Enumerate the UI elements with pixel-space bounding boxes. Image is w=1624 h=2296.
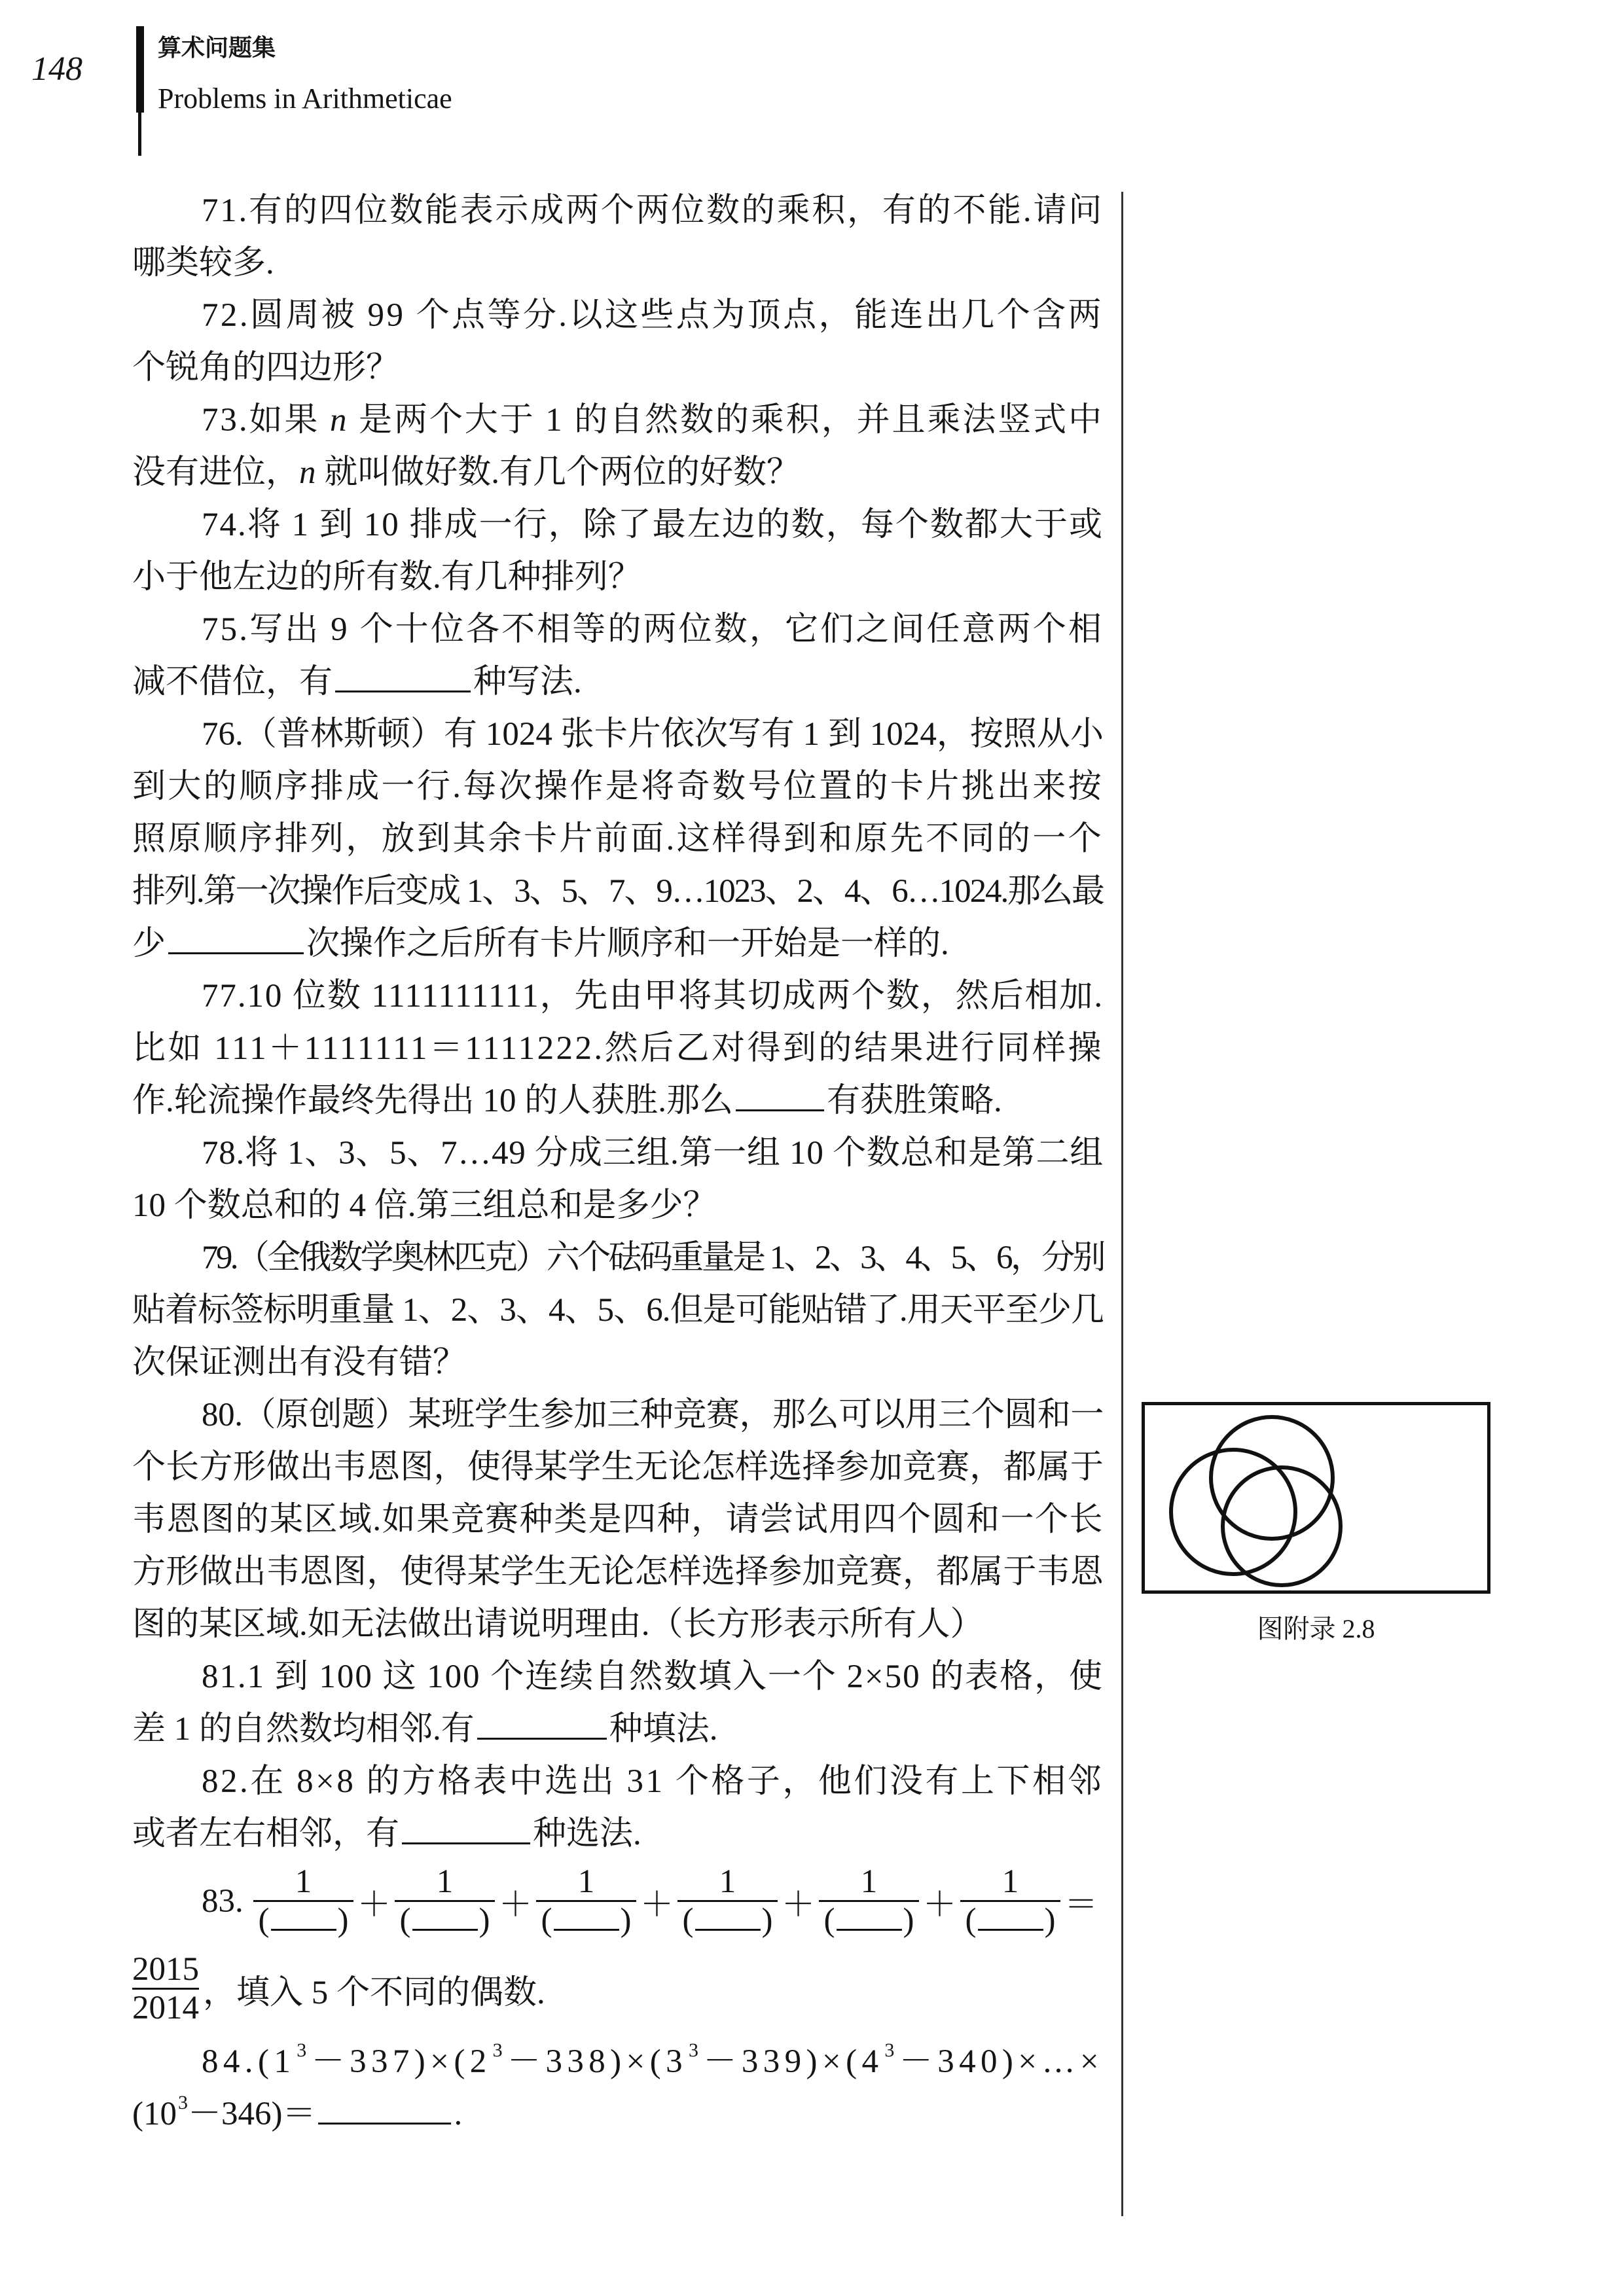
- problem-76-line-3: 照原顺序排列，放到其余卡片前面.这样得到和原先不同的一个: [132, 821, 1104, 857]
- problem-78-line-2: 10 个数总和的 4 倍.第三组总和是多少？: [132, 1187, 717, 1224]
- problem-74-line-1: 74.将 1 到 10 排成一行，除了最左边的数，每个数都大于或: [202, 507, 1104, 543]
- problem-75-line-1: 75.写出 9 个十位各不相等的两位数，它们之间任意两个相: [202, 611, 1104, 648]
- plus-sign: ＋: [640, 1886, 674, 1924]
- fraction-denominator: [965, 1902, 1056, 1939]
- paren-open: (: [399, 1902, 411, 1939]
- problem-75-line-2: [132, 656, 1105, 708]
- answer-blank: [318, 2123, 451, 2125]
- problem-77-line-2: 比如 111＋1111111＝1111222.然后乙对得到的结果进行同样操: [132, 1030, 1104, 1067]
- answer-blank: [837, 1929, 902, 1931]
- paren-close: ): [761, 1902, 773, 1939]
- problem-79: [132, 1232, 1105, 1389]
- exponent: 3: [884, 2039, 899, 2061]
- problem-76-line-2: 到大的顺序排成一行.每次操作是将奇数号位置的卡片挑出来按: [132, 768, 1104, 805]
- problem-80-line-4: 方形做出韦恩图，使得某学生无论怎样选择参加竞赛，都属于韦恩: [132, 1554, 1104, 1590]
- exponent: 3: [297, 2039, 312, 2061]
- text: 就叫做好数.有几个两位的好数？: [316, 454, 801, 491]
- problem-76-line-4: 排列.第一次操作后变成 1、3、5、7、9…1023、2、4、6…1024.那么最: [132, 873, 1104, 910]
- result-fraction: [132, 1951, 199, 2026]
- problem-83-line-2: [132, 1942, 1105, 2036]
- venn-diagram: [1142, 1402, 1490, 1594]
- problem-71-line-2: 哪类较多.: [132, 245, 274, 281]
- problem-76: [132, 708, 1105, 970]
- universe-rectangle: [1144, 1404, 1489, 1592]
- text: －339)×(4: [703, 2043, 884, 2080]
- equals-sign: ＝: [1064, 1886, 1098, 1924]
- problem-73-line-1: [132, 394, 1105, 446]
- problem-76-line-1: 76.（普林斯顿）有 1024 张卡片依次写有 1 到 1024，按照从小: [202, 716, 1104, 753]
- plus-sign: ＋: [922, 1886, 956, 1924]
- problem-72-line-2: 个锐角的四边形？: [132, 350, 400, 386]
- plus-sign: ＋: [357, 1886, 391, 1924]
- problem-80: [132, 1389, 1105, 1651]
- paren-close: ): [903, 1902, 914, 1939]
- figure-caption: 图附录 2.8: [1257, 1614, 1375, 1643]
- text: .: [454, 2096, 463, 2132]
- problem-72: [132, 289, 1105, 394]
- answer-blank: [402, 1842, 530, 1844]
- problem-71-line-1: 71.有的四位数能表示成两个两位数的乘积，有的不能.请问: [202, 192, 1104, 229]
- problem-84: [132, 2036, 1105, 2140]
- text: －346)＝: [187, 2096, 316, 2132]
- problem-78: [132, 1127, 1105, 1232]
- text: 是两个大于 1 的自然数的乘积，并且乘法竖式中: [348, 402, 1104, 439]
- variable-n: n: [299, 454, 316, 491]
- problem-82-line-1: 82.在 8×8 的方格表中选出 31 个格子，他们没有上下相邻: [202, 1763, 1104, 1800]
- book-title-chinese: 算术问题集: [158, 35, 276, 62]
- header-bar: [136, 26, 144, 113]
- fraction-2: [395, 1863, 495, 1939]
- paren-open: (: [258, 1902, 270, 1939]
- exponent: 3: [492, 2039, 508, 2061]
- exponent: 3: [177, 2092, 188, 2113]
- problem-78-line-1: 78.将 1、3、5、7…49 分成三组.第一组 10 个数总和是第二组: [202, 1135, 1104, 1172]
- problem-80-line-5: 图的某区域.如无法做出请说明理由.（长方形表示所有人）: [132, 1606, 984, 1643]
- problem-80-line-1: 80.（原创题）某班学生参加三种竞赛，那么可以用三个圆和一: [202, 1397, 1104, 1433]
- problem-list: [132, 185, 1105, 2140]
- text: －340)×…×: [899, 2043, 1104, 2080]
- text: 减不借位，有: [132, 664, 333, 700]
- fraction-denominator: [824, 1902, 914, 1939]
- problem-77: [132, 970, 1105, 1127]
- answer-blank: [271, 1929, 336, 1931]
- problem-77-line-3: [132, 1075, 1105, 1127]
- plus-sign: ＋: [781, 1886, 815, 1924]
- answer-blank: [695, 1929, 761, 1931]
- text: 84.(1: [202, 2043, 296, 2080]
- problem-81-line-2: [132, 1703, 1105, 1755]
- answer-blank: [477, 1738, 607, 1740]
- text: 有获胜策略.: [827, 1083, 1002, 1119]
- problem-84-line-2: [132, 2088, 1105, 2140]
- answer-blank: [978, 1929, 1043, 1931]
- fraction-numerator: 1: [819, 1863, 919, 1902]
- problem-80-line-3: 韦恩图的某区域.如果竞赛种类是四种，请尝试用四个圆和一个长: [132, 1501, 1104, 1538]
- answer-blank: [554, 1929, 619, 1931]
- problem-80-line-2: 个长方形做出韦恩图，使得某学生无论怎样选择参加竞赛，都属于: [132, 1449, 1104, 1486]
- fraction-numerator: 2015: [132, 1951, 199, 1990]
- fraction-denominator: [400, 1902, 490, 1939]
- text: 73.如果: [202, 402, 330, 439]
- fraction-5: [819, 1863, 919, 1939]
- exponent: 3: [689, 2039, 704, 2061]
- paren-open: (: [682, 1902, 694, 1939]
- text: 种选法.: [533, 1816, 641, 1852]
- problem-83-line-1: [132, 1860, 1105, 1942]
- answer-blank: [736, 1109, 824, 1111]
- problem-81: [132, 1651, 1105, 1755]
- problem-74-line-2: 小于他左边的所有数.有几种排列？: [132, 559, 641, 596]
- fraction-4: [677, 1863, 778, 1939]
- paren-close: ): [620, 1902, 632, 1939]
- problem-82-line-2: [132, 1808, 1105, 1860]
- problem-74: [132, 499, 1105, 603]
- text: 少: [132, 925, 166, 962]
- fraction-3: [536, 1863, 636, 1939]
- fraction-numerator: 1: [677, 1863, 778, 1902]
- fraction-denominator: [683, 1902, 773, 1939]
- answer-blank: [168, 952, 304, 954]
- fraction-numerator: 1: [253, 1863, 353, 1902]
- paren-close: ): [337, 1902, 349, 1939]
- paren-open: (: [823, 1902, 835, 1939]
- answer-blank: [335, 691, 471, 692]
- problem-71: [132, 185, 1105, 289]
- paren-open: (: [965, 1902, 977, 1939]
- text: 或者左右相邻，有: [132, 1816, 400, 1852]
- fraction-denominator: [259, 1902, 349, 1939]
- problem-75: [132, 603, 1105, 708]
- text: －338)×(3: [507, 2043, 688, 2080]
- problem-72-line-1: 72.圆周被 99 个点等分.以这些点为顶点，能连出几个含两: [202, 297, 1104, 334]
- fraction-denominator: [541, 1902, 632, 1939]
- header-bar-tail: [138, 113, 141, 156]
- problem-79-line-1: 79.（全俄数学奥林匹克）六个砝码重量是 1、2、3、4、5、6，分别: [202, 1240, 1104, 1276]
- fraction-denominator: 2014: [132, 1990, 199, 2026]
- problem-84-line-1: [132, 2036, 1105, 2088]
- plus-sign: ＋: [498, 1886, 532, 1924]
- page-number: 148: [31, 50, 82, 88]
- problem-76-line-5: [132, 918, 1105, 970]
- fraction-numerator: 1: [395, 1863, 495, 1902]
- text: ，填入 5 个不同的偶数.: [203, 1974, 545, 2011]
- text: 次操作之后所有卡片顺序和一开始是一样的.: [306, 925, 949, 962]
- problem-79-line-3: 次保证测出有没有错？: [132, 1344, 467, 1381]
- text: 差 1 的自然数均相邻.有: [132, 1711, 475, 1748]
- fraction-1: [253, 1863, 353, 1939]
- problem-73-line-2: [132, 446, 1105, 499]
- text: 种写法.: [473, 664, 582, 700]
- paren-open: (: [541, 1902, 552, 1939]
- text: 没有进位，: [132, 454, 300, 491]
- problem-83: [132, 1860, 1105, 2036]
- problem-82: [132, 1755, 1105, 1860]
- problem-73: [132, 394, 1105, 499]
- fraction-6: [960, 1863, 1060, 1939]
- paren-close: ): [1044, 1902, 1056, 1939]
- text: (10: [132, 2096, 177, 2132]
- text: －337)×(2: [311, 2043, 492, 2080]
- margin-rule: [1121, 192, 1123, 2216]
- problem-77-line-1: 77.10 位数 1111111111，先由甲将其切成两个数，然后相加.: [202, 978, 1104, 1014]
- fraction-numerator: 1: [960, 1863, 1060, 1902]
- problem-79-line-2: 贴着标签标明重量 1、2、3、4、5、6.但是可能贴错了.用天平至少几: [132, 1292, 1104, 1329]
- problem-number: 83.: [202, 1882, 244, 1920]
- venn-circle-right: [1223, 1467, 1341, 1585]
- variable-n: n: [329, 402, 349, 439]
- book-title-english: Problems in Arithmeticae: [158, 82, 452, 115]
- problem-81-line-1: 81.1 到 100 这 100 个连续自然数填入一个 2×50 的表格，使: [202, 1659, 1104, 1695]
- fraction-numerator: 1: [536, 1863, 636, 1902]
- text: 作.轮流操作最终先得出 10 的人获胜.那么: [132, 1083, 734, 1119]
- answer-blank: [412, 1929, 478, 1931]
- text: 种填法.: [609, 1711, 718, 1748]
- paren-close: ): [478, 1902, 490, 1939]
